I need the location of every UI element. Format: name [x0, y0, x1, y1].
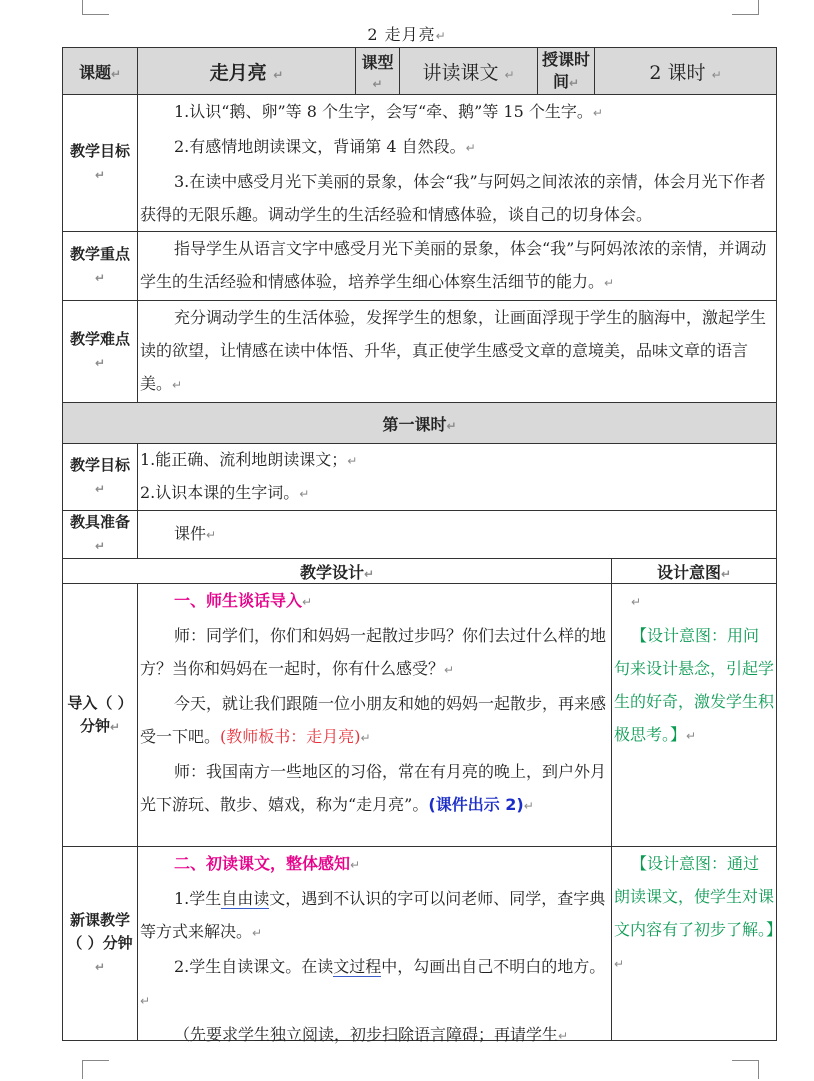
type-label: 课型↵ [356, 48, 400, 95]
goal-item: 2.有感情地朗读课文，背诵第 4 自然段。↵ [174, 137, 476, 156]
crop-mark-bottom-right [732, 1060, 759, 1079]
crop-mark-top-right [732, 0, 759, 15]
section-intro-content: 一、师生谈话导入↵ 师：同学们，你们和妈妈一起散过步吗？你们去过什么样的地方？当你和妈妈在一起时，你有什么感受？↵ 今天，就让我们跟随一位小朋友和她的妈妈一起散步，再来感受一下吧。(教师板书：走月亮)↵ 师：我国南方一些地区的习俗，常在有月亮的晚上，到户外月光下游玩、散步、嬉戏，称为“走月亮”。(课件出示 2)↵ [138, 584, 612, 847]
first-lesson-goals-content [138, 444, 777, 511]
key-points-content: 指导学生从语言文字中感受月光下美丽的景象，体会“我”与阿妈浓浓的亲情，并调动学生的生活经验和情感体验，培养学生细心体察生活细节的能力。↵ [138, 232, 777, 301]
type-value: 讲读课文 ↵ [400, 48, 538, 95]
section-new-row [63, 847, 777, 1041]
key-points-row [63, 232, 777, 301]
time-label: 授课时间↵ [538, 48, 595, 95]
section-heading: 二、初读课文，整体感知 [174, 854, 351, 873]
crop-mark-top-left [82, 0, 109, 15]
header-row [63, 48, 777, 95]
difficulties-content: 充分调动学生的生活体验，发挥学生的想象，让画面浮现于学生的脑海中，激起学生读的欲望，让情感在读中体悟、升华，真正使学生感受文章的意境美，品味文章的语言美。↵ [138, 301, 777, 403]
courseware-note: (课件出示 2) [428, 795, 524, 814]
intent-column-header: 设计意图↵ [612, 559, 777, 584]
goal-item: 1.能正确、流利地朗读课文；↵ [140, 450, 358, 469]
first-lesson-row [63, 403, 777, 444]
crop-mark-bottom-left [82, 1060, 109, 1079]
section-new-label: 新课教学（ ）分钟↵ [63, 847, 138, 1041]
goals-row [63, 95, 777, 232]
goals-content [138, 95, 777, 232]
first-lesson-goals-label: 教学目标↵ [63, 444, 138, 511]
first-lesson-title: 第一课时↵ [63, 403, 777, 444]
first-lesson-goals-row [63, 444, 777, 511]
design-header-row [63, 559, 777, 584]
prep-label: 教具准备↵ [63, 511, 138, 559]
goals-label: 教学目标↵ [63, 95, 138, 232]
section-new-content: 二、初读课文，整体感知↵ 1.学生自由读文，遇到不认识的字可以问老师、同学，查字典等方式来解决。↵ 2.学生自读课文。在读文过程中，勾画出自己不明白的地方。↵ （先要求学生独立阅读，初步扫除语言障碍；再请学生↵ [138, 847, 612, 1041]
difficulties-label: 教学难点↵ [63, 301, 138, 403]
section-intro-label: 导入（ ）分钟↵ [63, 584, 138, 847]
difficulties-row [63, 301, 777, 403]
section-intro-intent: ↵ 【设计意图：用问句来设计悬念，引起学生的好奇，激发学生积极思考。】↵ [612, 584, 777, 847]
prep-content: 课件↵ [138, 511, 777, 559]
goal-item: 2.认识本课的生字词。↵ [140, 483, 310, 502]
key-points-label: 教学重点↵ [63, 232, 138, 301]
goal-item: 3.在读中感受月光下美丽的景象，体会“我”与阿妈之间浓浓的亲情，体会月光下作者获得的无限乐趣。调动学生的生活经验和情感体验，谈自己的切身体会。 [140, 172, 766, 224]
board-note: (教师板书：走月亮) [220, 727, 361, 746]
topic-label: 课题↵ [63, 48, 138, 95]
section-intro-row [63, 584, 777, 847]
prep-row [63, 511, 777, 559]
topic-value: 走月亮 ↵ [138, 48, 356, 95]
goal-item: 1.认识“鹅、卵”等 8 个生字，会写“牵、鹅”等 15 个生字。↵ [174, 102, 603, 121]
design-column-header: 教学设计↵ [63, 559, 612, 584]
time-value: 2 课时 ↵ [595, 48, 777, 95]
section-new-intent: 【设计意图：通过朗读课文，使学生对课文内容有了初步了解。】↵ [612, 847, 777, 1041]
section-heading: 一、师生谈话导入 [174, 591, 303, 610]
lesson-plan-table [62, 47, 783, 1044]
page-title: 2 走月亮↵ [367, 25, 447, 44]
